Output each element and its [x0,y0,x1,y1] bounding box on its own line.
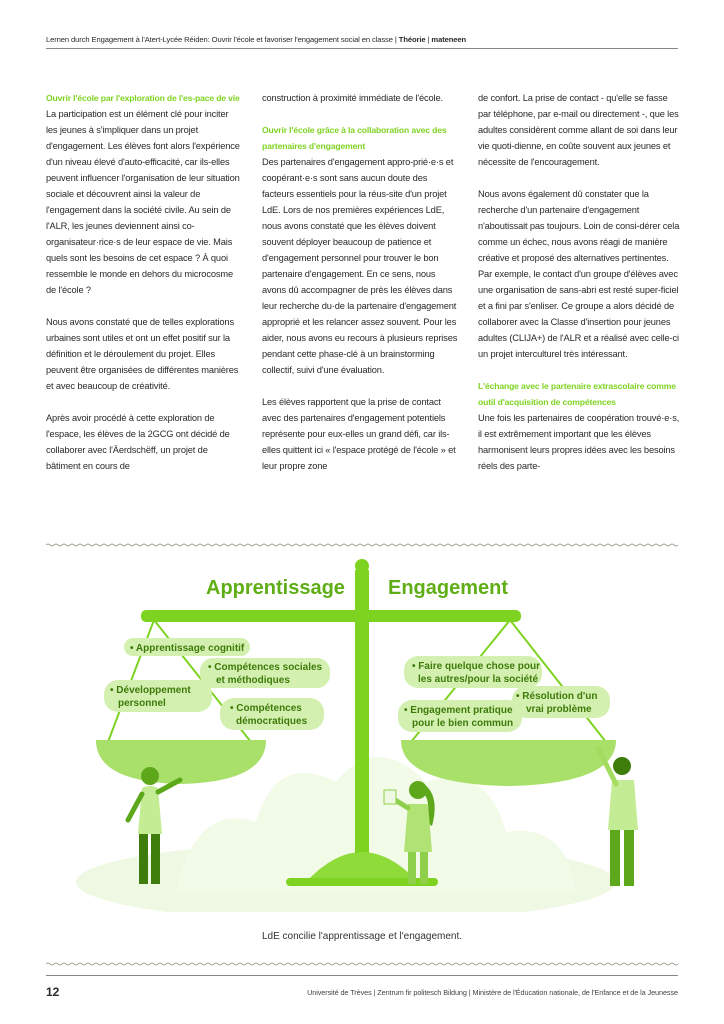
text-column-3 [478,90,680,490]
paragraph: Nous avons également dû constater que la recherche d'un partenaire d'engagement n'aboutissait pas toujours. Loin de consi-dérer cela comme un échec, nous avons réagi de manière créative et proposé des alternatives pertinentes. Par exemple, le contact d'un groupe d'élèves avec une organisation de sans-abri est resté super-ficiel et a fini par s'enliser. Ce groupe a alors décidé de collaborer avec la Classe d'insertion pour jeunes adultes (CLIJA+) de l'ALR et a réalisé avec celle-ci un projet interculturel très intéressant. [478,189,680,359]
figure-caption: LdE concilie l'apprentissage et l'engagement. [261,931,463,942]
label-text: pour le bien commun [412,718,514,729]
right-pan [401,740,616,786]
text-column-2 [262,90,458,490]
header-subsection: mateneen [431,35,467,44]
scale-infographic [46,552,678,912]
paragraph: Nous avons constaté que de telles explorations urbaines sont utiles et ont un effet positif sur la définition et le déroulement du projet. Elles peuvent être organisées de différentes manières et avec beaucoup de créativité. [46,317,239,391]
label-text: les autres/pour la société [418,674,539,685]
page-number: 12 [46,985,60,999]
footer-rule [46,975,678,976]
wavy-divider [46,543,678,547]
wavy-divider [46,962,678,966]
running-header [46,35,678,44]
paragraph: Les élèves rapportent que la prise de contact avec des partenaires d'engagement potentiels représente pour eux-elles un grand défi, car ils-elles quittent ici « l'espace protégé de l'école » et leur propre zone [262,397,456,471]
paragraph: Des partenaires d'engagement appro-prié·e·s et coopérant·e·s sont sans aucun doute des facteurs essentiels pour la réus-site d'un projet LdE. Lors de nos premières expériences LdE, nous avons constaté que les élèves doivent souvent déployer beaucoup de patience et d'engagement personnel pour trouver le bon partenaire d'engagement. En ce sens, nous avons dû accompagner de près les élèves dans leur recherche du·de la partenaire d'engagement approprié et les relancer assez souvent. Pour les aider, nous avons eu recours à plusieurs reprises pendant cette phase-clé à un brainstorming collectif, suivi d'une évaluation. [262,157,458,375]
label-text: • Faire quelque chose pour [412,661,540,672]
section-heading: Ouvrir l'école par l'exploration de l'es-pace de vie [46,93,240,103]
label-text: • Développement [110,685,191,696]
header-title: Lernen durch Engagement à l'Atert-Lycée Réiden: Ouvrir l'école et favoriser l'engagement social en classe [46,35,393,44]
label-text: et méthodiques [216,675,290,686]
header-section: Théorie [398,35,426,44]
footer-credits: Université de Trèves | Zentrum fir politesch Bildung | Ministère de l'Éducation nationale, de l'Enfance et de la Jeunesse [307,988,678,997]
paragraph: La participation est un élément clé pour inciter les jeunes à s'impliquer dans un projet d'engagement. Les élèves font alors l'expérience d'un niveau élevé d'auto-efficacité, car ils-elles peuvent influencer l'organisation de leur situation sociale et découvrent ainsi la valeur de l'engagement dans la société civile. Au sein de l'ALR, les jeunes deviennent ainsi co-organisateur·rice·s de leur espace de vie. Mais quels sont les besoins de cet espace ? À quoi ressemble le monde en dehors du microcosme de l'école ? [46,109,240,295]
person-right-illustration [598,748,638,886]
label-text: • Compétences [230,703,302,714]
title-apprentissage: Apprentissage [206,577,345,599]
paragraph: construction à proximité immédiate de l'école. [262,93,443,103]
section-heading: Ouvrir l'école grâce à la collaboration avec des partenaires d'engagement [262,125,447,151]
paragraph: de confort. La prise de contact - qu'elle se fasse par téléphone, par e-mail ou directement -, que les adultes considèrent comme allant de soi dans leur vie quoti-dienne, en coûte souvent aux jeunes et nécessite de l'encouragement. [478,93,679,167]
label-text: • Apprentissage cognitif [130,643,245,654]
header-separator: | [425,35,432,44]
text-column-1 [46,90,240,490]
title-engagement: Engagement [388,577,509,599]
paragraph: Après avoir procédé à cette exploration de l'espace, les élèves de la 2GCG ont décidé de collaborer avec l'Äerdschëff, un projet de bâtiment en cours de [46,413,230,471]
label-text: personnel [118,698,166,709]
header-rule [46,48,678,49]
label-text: vrai problème [526,704,592,715]
left-pan [96,740,266,784]
label-text: • Compétences sociales [208,662,323,673]
label-text: • Engagement pratique [404,705,513,716]
paragraph: Une fois les partenaires de coopération trouvé·e·s, il est extrêmement important que les élèves harmonisent leurs propres idées avec les besoins réels des parte- [478,413,680,471]
pole-knob [355,559,369,573]
label-text: • Résolution d'un [516,691,598,702]
header-separator: | [392,35,399,44]
scale-beam [141,610,521,622]
label-text: démocratiques [236,716,308,727]
section-heading: L'échange avec le partenaire extrascolaire comme outil d'acquisition de compétences [478,381,676,407]
